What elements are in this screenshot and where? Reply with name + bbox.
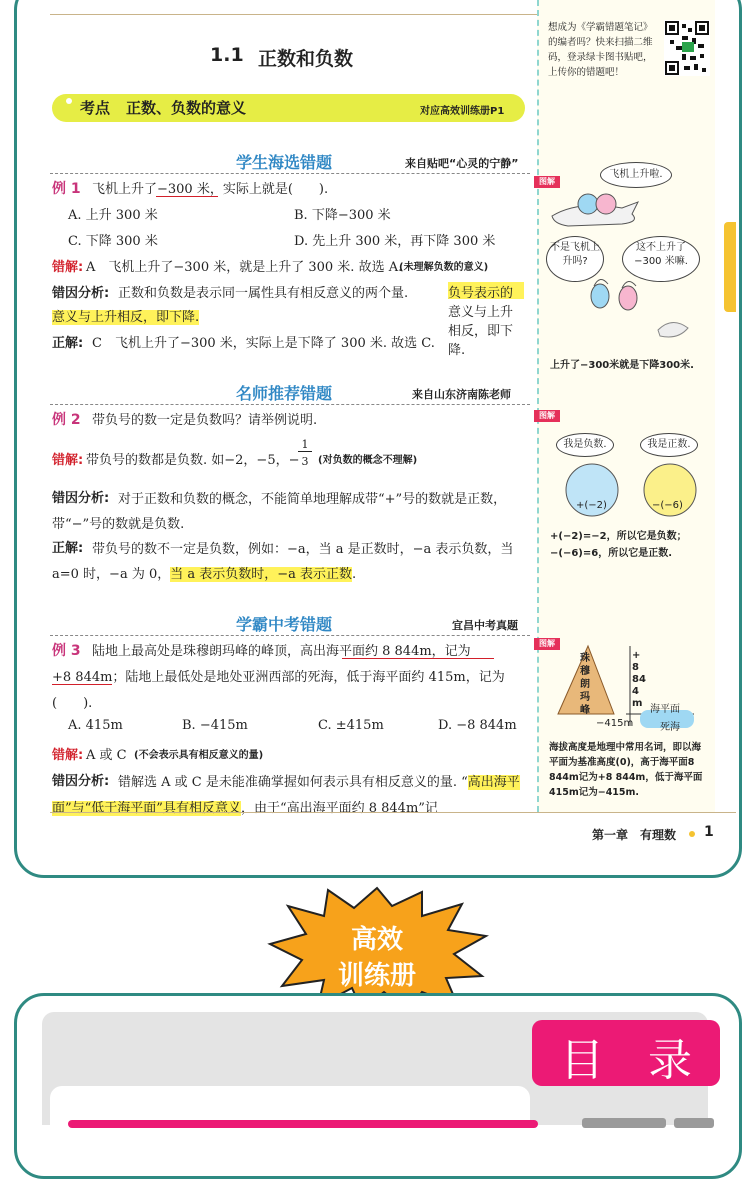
topic-ref: 对应高效训练册P1 [420,106,505,117]
c3-deadsea-label: 死海 [660,722,680,733]
example3-option-b: B. −415m [182,718,248,733]
tag-3: 图解 [534,638,560,650]
burst-line2: 训练册 [337,961,416,991]
example2-label: 例 2 [52,412,81,428]
example1-wrong-text: A 飞机上升了−300 米，就是上升了 300 米. 故选 A. [86,260,403,275]
burst-line1: 高效 [350,925,403,955]
example1-analysis-highlight-1: 负号表示的意义与上升相反，即下降. [448,282,524,299]
example3-option-a: A. 415m [68,718,123,733]
example1-correct-text: C 飞机上升了−300 米，实际上是下降了 300 米. 故选 C. [92,336,435,351]
example1-analysis-text: 正数和负数是表示同一属性具有相反意义的两个量. [118,286,409,301]
c2-bubble-2: 我是正数. [640,433,698,457]
c3-sea-label: 海平面 [650,704,680,715]
c3-low-label: −415m [596,718,634,729]
block2-source: 来自山东济南陈老师 [412,388,511,401]
block2-divider [50,404,530,405]
example3-wrong-note: (不会表示具有相反意义的量) [134,750,264,761]
plane-cartoon [548,180,708,350]
example3-label: 例 3 [52,643,81,659]
c1-bubble-3: 这不上升了−300 米嘛. [622,236,700,282]
c2-label-1: +(−2) [576,500,607,511]
example3-underline-1 [342,658,494,659]
toc-tab-2[interactable] [674,1118,714,1128]
block3-heading: 学霸中考错题 [236,615,333,634]
section-title: 正数和负数 [258,48,354,70]
page-number: 1 [704,824,714,840]
topic-dot [66,98,72,104]
example1-option-d: D. 先上升 300 米，再下降 300 米 [294,234,496,249]
example1-option-b: B. 下降−300 米 [294,208,391,223]
example1-analysis-label: 错因分析: [52,286,110,301]
example2-correct-text: 带负号的数不一定是负数，例如：−a，当 a 是正数时，−a 表示负数，当 a=0 时，−a 为 0，当 a 表示负数时，−a 表示正数. [52,542,514,582]
topic-title: 正数、负数的意义 [126,99,247,117]
section-number: 1.1 [210,44,244,66]
block2-heading: 名师推荐错题 [236,384,333,403]
example2-question: 带负号的数一定是负数吗？请举例说明. [92,413,318,428]
example1-correct-label: 正解: [52,336,84,351]
toc-tab-1[interactable] [582,1118,666,1128]
footer-dot [689,831,695,837]
tag-1: 图解 [534,176,560,188]
toc-title: 目 录 [560,1035,692,1086]
example2-analysis-label: 错因分析: [52,491,110,506]
c1-bubble-1: 飞机上升啦. [600,162,672,188]
example2-analysis-text: 对于正数和负数的概念，不能简单地理解成带“+”号的数就是正数，带“−”号的数就是负数. [52,492,507,532]
example3-underline-2 [52,684,112,685]
chapter-tab[interactable] [724,222,736,312]
example3-option-c: C. ±415m [318,718,384,733]
example3-analysis-text: 错解选 A 或 C 是未能准确掌握如何表示具有相反意义的量. “高出海平面”与“低于海平面”具有相反意义，由于“高出海平面约 8 844m”记 [52,775,520,816]
example1-analysis-highlight-2: 意义与上升相反，即下降. [52,310,200,325]
c2-caption-1: +(−2)=−2，所以它是负数； [550,531,687,542]
example1-wrong-label: 错解: [52,260,84,275]
top-rule [50,14,537,15]
c2-bubble-1: 我是负数. [556,433,614,457]
example2-wrong-note: (对负数的概念不理解) [318,455,418,466]
example1-label: 例 1 [52,181,81,197]
example3-question-line1: 陆地上最高处是珠穆朗玛峰的峰顶，高出海平面约 8 844m，记为 [92,644,471,659]
footer-rule [50,812,736,813]
example1-question: 飞机上升了−300 米，实际上就是( ). [92,182,329,197]
block3-source: 宜昌中考真题 [452,619,518,632]
example2-fraction-den: 3 [301,455,309,468]
example3-wrong-label: 错解: [52,748,84,763]
example3-question-line2: +8 844m；陆地上最低处是地处亚洲西部的死海，低于海平面约 415m，记为 [52,670,505,685]
qr-code[interactable] [664,20,710,76]
example2-wrong-label: 错解: [52,453,84,468]
footer-chapter: 第一章 有理数 [592,828,677,842]
example1-option-c: C. 下降 300 米 [68,234,158,249]
example3-analysis-label: 错因分析: [52,774,110,789]
c3-height-label: +8 844m [632,650,646,709]
block1-divider [50,173,530,174]
example3-question-line3: ( ). [52,696,93,711]
example2-fraction-num: 1 [298,438,312,452]
block1-heading: 学生海选错题 [236,153,333,172]
example3-wrong-text: A 或 C [86,748,127,763]
block1-source: 来自贴吧“心灵的宁静” [405,157,519,170]
example1-underline [156,196,218,197]
c2-label-2: −(−6) [652,500,683,511]
c3-caption: 海拔高度是地理中常用名词，即以海平面为基准高度(0)，高于海平面8 844m记为+8 844m，低于海平面 415m记为−415m. [549,742,703,798]
c1-caption: 上升了−300米就是下降300米. [550,360,694,371]
example1-wrong-note: (未理解负数的意义) [399,262,489,273]
example2-correct-label: 正解: [52,541,84,556]
tag-2: 图解 [534,410,560,422]
c2-caption-2: −(−6)=6，所以它是正数. [550,548,672,559]
block3-divider [50,635,530,636]
c3-peak-label: 珠穆朗玛峰 [580,653,590,716]
topic-label: 考点 [80,99,111,117]
promo-text: 想成为《学霸错题笔记》的编者吗？快来扫描二维码，登录绿卡图书贴吧，上传你的错题吧！ [548,22,653,78]
example1-option-a: A. 上升 300 米 [68,208,158,223]
example2-wrong-text: 带负号的数都是负数. 如−2，−5，− [86,453,300,468]
example3-option-d: D. −8 844m [438,718,517,733]
toc-entry-bar[interactable] [68,1120,538,1128]
c1-bubble-2: 不是飞机上升吗? [546,236,604,282]
